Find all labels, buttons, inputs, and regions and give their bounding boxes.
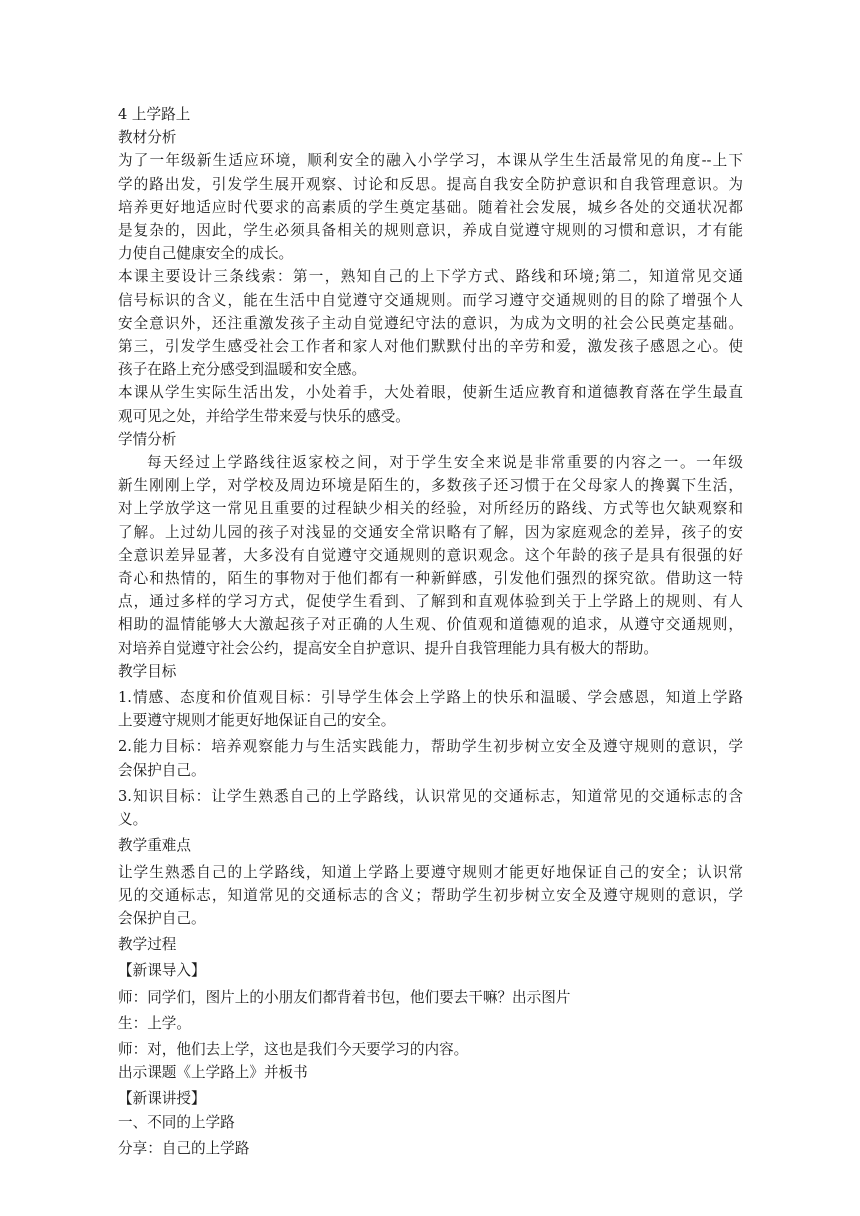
text-line: 本课从学生实际生活出发，小处着手，大处着眼，使新生适应教育和道德教育落在学生最直 [118,384,743,402]
text-line: 上要遵守规则才能更好地保证自己的安全。 [118,712,396,730]
text-line: 信号标识的含义，能在生活中自觉遵守交通规则。而学习遵守交通规则的目的除了增强个人 [118,291,743,309]
text-line: 会保护自己。 [118,909,206,927]
text-line: 会保护自己。 [118,761,206,779]
document-page [118,103,743,1160]
text-line: 是复杂的，因此，学生必须具备相关的规则意识，养成自觉遵守规则的习惯和意识，才有能 [118,222,743,240]
heading-teaching-process: 教学过程 [118,936,177,954]
teacher-line: 师：对，他们去上学，这也是我们今天要学习的内容。 [118,1040,469,1058]
text-line: 每天经过上学路线往返家校之间，对于学生安全来说是非常重要的内容之一。一年级 [147,454,743,472]
text-line: 观可见之处，并给学生带来爱与快乐的感受。 [118,407,410,425]
text-line: 让学生熟悉自己的上学路线，知道上学路上要遵守规则才能更好地保证自己的安全；认识常 [118,863,743,881]
heading-textbook-analysis: 教材分析 [118,129,177,147]
text-line: 对培养自觉遵守社会公约，提高安全自护意识、提升自我管理能力具有极大的帮助。 [118,639,658,657]
heading-key-points: 教学重难点 [118,837,191,855]
text-line: 1.情感、态度和价值观目标：引导学生体会上学路上的快乐和温暖、学会感恩，知道上学路 [118,689,743,707]
text-line: 本课主要设计三条线索：第一，熟知自己的上下学方式、路线和环境;第二，知道常见交通 [118,268,743,286]
text-line: 学的路出发，引发学生展开观察、讨论和反思。提高自我安全防护意识和自我管理意识。为 [118,175,743,193]
section-heading: 一、不同的上学路 [118,1113,235,1131]
text-line: 奇心和热情的，陌生的事物对于他们都有一种新鲜感，引发他们强烈的探究欲。借助这一特 [118,570,743,588]
lesson-title: 4 上学路上 [118,106,191,123]
text-line: 培养更好地适应时代要求的高素质的学生奠定基础。随着社会发展，城乡各处的交通状况都 [118,198,743,216]
heading-teaching-goals: 教学目标 [118,662,177,680]
goal-ability [118,735,743,781]
share-line: 分享：自己的上学路 [118,1139,250,1157]
text-line: 力使自己健康安全的成长。 [118,245,294,263]
heading-new-lesson-intro: 【新课导入】 [118,962,206,980]
goal-knowledge [118,785,743,831]
text-line: 点，通过多样的学习方式，促使学生看到、了解到和直观体验到关于上学路上的规则、有人 [118,593,743,611]
text-line: 对上学放学这一常见且重要的过程缺少相关的经验，对所经历的路线、方式等也欠缺观察和 [118,500,743,518]
text-line: 全意识差异显著，大多没有自觉遵守交通规则的意识观念。这个年龄的孩子是具有很强的好 [118,546,743,564]
paragraph-three-clues [118,265,743,381]
text-line: 义。 [118,811,148,829]
text-line: 3.知识目标：让学生熟悉自己的上学路线，认识常见的交通标志，知道常见的交通标志的含 [118,787,743,805]
text-line: 孩子在路上充分感受到温暖和安全感。 [118,361,367,379]
text-line: 见的交通标志，知道常见的交通标志的含义；帮助学生初步树立安全及遵守规则的意识，学 [118,886,743,904]
text-line: 新生刚刚上学，对学校及周边环境是陌生的，多数孩子还习惯于在父母家人的搀翼下生活， [118,477,743,495]
text-line: 为了一年级新生适应环境，顺利安全的融入小学学习，本课从学生生活最常见的角度--上下 [118,152,743,170]
teacher-line: 师：同学们，图片上的小朋友们都背着书包，他们要去干嘛？出示图片 [118,988,571,1006]
text-line: 2.能力目标：培养观察能力与生活实践能力，帮助学生初步树立安全及遵守规则的意识，学 [118,738,743,756]
heading-student-analysis: 学情分析 [118,430,177,448]
student-line: 生：上学。 [118,1014,191,1032]
show-title-line: 出示课题《上学路上》并板书 [118,1064,308,1082]
goal-emotion [118,686,743,732]
paragraph-key-points [118,861,743,931]
paragraph-student-analysis [118,451,743,660]
text-line: 安全意识外，还注重激发孩子主动自觉遵纪守法的意识，为成为文明的社会公民奠定基础。 [118,314,743,332]
heading-new-lesson-teaching: 【新课讲授】 [118,1090,206,1108]
text-line: 第三，引发学生感受社会工作者和家人对他们默默付出的辛劳和爱，激发孩子感恩之心。使 [118,338,743,356]
paragraph-textbook-analysis [118,149,743,265]
paragraph-approach [118,381,743,427]
text-line: 了解。上过幼儿园的孩子对浅显的交通安全常识略有了解，因为家庭观念的差异，孩子的安 [118,523,743,541]
text-line: 相助的温情能够大大激起孩子对正确的人生观、价值观和道德观的追求，从遵守交通规则， [118,616,743,634]
